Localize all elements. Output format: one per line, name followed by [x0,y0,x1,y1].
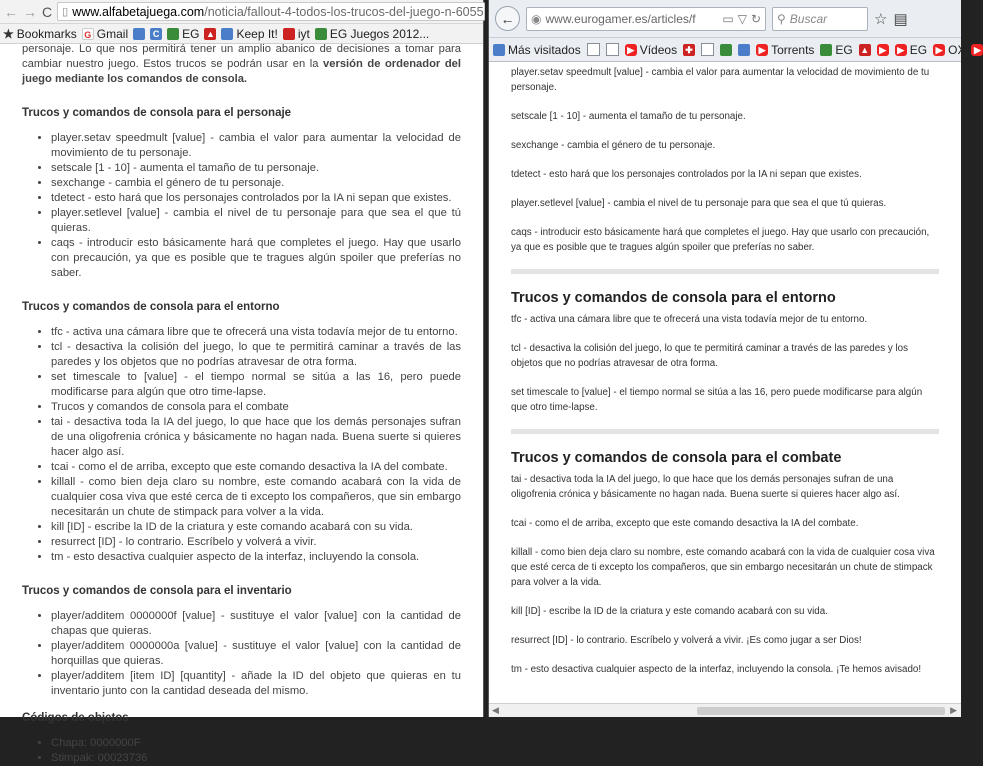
list-item: • tai - desactiva toda la IA del juego, lo que hace que los demás personajes sufran de una oligofrenia crónica y básicamente no hagan nada. Buena suerte si quieres hacer algo así. [51,415,461,460]
bookmark-item[interactable] [859,44,871,56]
bookmark-item[interactable] [150,28,162,40]
chart-icon: ▲ [860,44,870,55]
dropdown-icon[interactable]: ▽ [737,11,747,26]
folder-icon [738,44,750,56]
bookmark-item[interactable] [720,44,732,56]
globe-icon: ◉ [531,11,542,26]
back-button[interactable]: ← [495,6,520,31]
paragraph: tm - esto desactiva cualquier aspecto de la interfaz, incluyendo la consola. ¡Te hemos avisado! [511,664,922,675]
paragraph: caqs - introducir esto básicamente hará que completes el juego. Hay que usarlo con precaución, ya que es posible que te tragues algún spoiler que preferías no saber. [511,227,930,253]
firefox-window [488,0,981,717]
youtube-icon: ▶ [933,44,945,56]
url-host: www.alfabetajuega.com [72,4,205,19]
chrome-window [0,0,484,764]
firefox-toolbar [489,0,961,38]
paragraph: killall - como bien deja claro su nombre, este comando acabará con la vida de cualquier cosa viva que esté cerca de ti excepto los compañeros, que sin embargo necesitarán un chute de stimpack para volver a la vida. [511,547,935,588]
bookmark-item[interactable] [315,27,429,41]
reload-icon[interactable]: ↻ [750,11,761,26]
reading-list-icon[interactable]: ▤ [893,10,908,28]
bookmark-item[interactable] [701,43,714,56]
section-heading: Trucos y comandos de consola para el combate [511,450,842,466]
bullet-list [22,131,461,281]
forward-arrow-icon[interactable]: → [23,3,37,20]
paragraph: tcl - desactiva la colisión del juego, lo que te permitirá caminar a través de las paredes y los objetos que no podrías atravesar de otra forma. [511,343,908,369]
search-icon: ⚲ [777,11,786,26]
paragraph: player.setav speedmult [value] - cambia el valor para aumentar la velocidad de movimiento de tu personaje. [511,67,930,93]
square-icon [133,28,145,40]
url-text: www.eurogamer.es/articles/f [545,11,696,26]
bookmark-item[interactable] [493,43,581,57]
bullet-list [22,609,461,699]
url-path: /noticia/fallout-4-todos-los-trucos-del-juego-n-6055 [204,4,484,19]
drive-icon [820,44,832,56]
bookmark-item[interactable] [606,43,619,56]
scrollbar-thumb[interactable] [697,707,945,715]
bookmarks-toolbar [489,38,981,62]
paragraph: kill [ID] - escribe la ID de la criatura y este comando acabará con su vida. [511,606,828,617]
address-bar[interactable] [526,7,766,31]
bookmark-label: EG Juegos 2012... [329,26,430,41]
paragraph: setscale [1 - 10] - aumenta el tamaño de tu personaje. [511,111,746,122]
page-icon [221,28,233,40]
list-item: • tcl - desactiva la colisión del juego, lo que te permitirá caminar a través de las paredes y los objetos que no podrías atravesar de otra forma. [51,340,461,370]
section-heading: Códigos de objetos [22,712,129,724]
paragraph: player.setlevel [value] - cambia el nivel de tu personaje para que sea el que tú quieras. [511,198,887,209]
bookmark-item[interactable] [738,44,750,56]
list-item: • kill [ID] - escribe la ID de la criatura y este comando acabará con su vida. [51,520,461,535]
list-item: • player.setlevel [value] - cambia el nivel de tu personaje para que sea el que tú quieras. [51,206,461,236]
section-heading: Trucos y comandos de consola para el personaje [22,107,292,119]
search-box[interactable] [772,7,868,31]
list-item: • setscale [1 - 10] - aumenta el tamaño de tu personaje. [51,161,461,176]
youtube-icon: ▶ [971,44,983,56]
address-bar[interactable] [57,2,484,21]
page-icon: ▯ [62,6,69,18]
paragraph: tai - desactiva toda la IA del juego, lo que hace que los demás personajes sufran de una oligofrenia crónica y básicamente no hagan nada. Buena suerte si quieres hacer algo así. [511,474,900,500]
list-item: • tcai - como el de arriba, excepto que este comando desactiva la IA del combate. [51,460,461,475]
scroll-left-icon[interactable]: ◀ [492,705,499,715]
bookmark-item[interactable] [587,43,600,56]
bookmark-item[interactable] [133,28,145,40]
list-item: • tfc - activa una cámara libre que te ofrecerá una vista todavía mejor de tu entorno. [51,325,461,340]
chart-icon: ▲ [206,28,215,39]
horizontal-scrollbar[interactable] [489,703,961,717]
section-heading: Trucos y comandos de consola para el entorno [511,290,836,306]
paragraph: set timescale to [value] - el tiempo normal se sitúa a las 16, pero puede modificarse para algún que otro time-lapse. [511,387,923,413]
bookmark-item[interactable] [283,27,310,41]
blank-icon [587,43,600,56]
section-divider [511,429,939,434]
bookmark-item[interactable] [625,43,677,57]
paragraph: tfc - activa una cámara libre que te ofrecerá una vista todavía mejor de tu entorno. [511,314,868,325]
bookmark-item[interactable] [167,27,199,41]
list-item: • tdetect - esto hará que los personajes controlados por la IA ni sepan que existes. [51,191,461,206]
section-divider [511,269,939,274]
bookmark-label: Más visitados [508,42,581,57]
list-item: • caqs - introducir esto básicamente hará que completes el juego. Hay que usarlo con precaución, ya que es posible que te tragues algún spoiler que preferías no saber. [51,236,461,281]
bar-icon [283,28,295,40]
bookmark-item[interactable] [895,43,927,57]
list-item: • tm - esto desactiva cualquier aspecto de la interfaz, incluyendo la consola. [51,550,461,565]
list-item: • Trucos y comandos de consola para el combate [51,400,461,415]
bullet-list [22,736,461,766]
blank-icon [701,43,714,56]
section-heading: Trucos y comandos de consola para el inventario [22,585,292,597]
bookmark-label: EG [182,26,200,41]
bookmark-label: EG [835,42,853,57]
youtube-icon: ▶ [625,44,637,56]
drive-icon [315,28,327,40]
bookmark-label: iyt [297,26,310,41]
list-item: • player/additem 0000000f [value] - sustituye el valor [value] con la cantidad de chapas que quieras. [51,609,461,639]
intro-bold: versión de ordenador del juego mediante los comandos de consola. [22,58,461,85]
bookmark-label: Bookmarks [16,26,77,41]
bookmark-label: Vídeos [639,42,678,57]
article-intro [22,42,461,87]
scroll-right-icon[interactable]: ▶ [950,705,957,715]
bookmark-star-icon[interactable]: ☆ [874,10,888,28]
bookmark-label: Gmail [96,26,129,41]
list-item: • killall - como bien deja claro su nombre, este comando acabará con la vida de cualquier cosa viva que esté cerca de ti excepto los compañeros, que sin embargo necesitarán un chute de stimpack para volver a la vida. [51,475,461,520]
list-item: • set timescale to [value] - el tiempo normal se sitúa a las 16, pero puede modificarse para algún que otro time-lapse. [51,370,461,400]
bookmark-label: Torrents [771,42,815,57]
bookmark-item[interactable] [933,43,965,57]
paragraph: resurrect [ID] - lo contrario. Escríbelo y volverá a vivir. ¡Es como jugar a ser Dios! [511,635,862,646]
paragraph: tdetect - esto hará que los personajes controlados por la IA ni sepan que existes. [511,169,862,180]
bookmark-item[interactable] [204,28,216,40]
bullet-list [22,325,461,565]
article-content [0,42,483,766]
list-item: • player/additem [item ID] [quantity] - añade la ID del objeto que quieras en tu inventario junto con la cantidad deseada del mismo. [51,669,461,699]
bookmark-item[interactable] [221,27,277,41]
search-placeholder: Buscar [789,11,828,26]
drive-icon [167,28,179,40]
bookmark-label: OX [948,42,966,57]
paragraph: sexchange - cambia el género de tu personaje. [511,140,716,151]
youtube-icon: ▶ [895,44,907,56]
blank-icon [606,43,619,56]
list-item: • resurrect [ID] - lo contrario. Escríbelo y volverá a vivir. [51,535,461,550]
list-item: • Stimpak: 00023736 [51,751,461,766]
reader-icon[interactable]: ▭ [722,11,734,26]
bookmarks-bar [0,24,483,44]
star-icon: ★ [3,26,14,41]
c-icon: C [150,28,162,40]
bookmark-item[interactable] [756,43,814,57]
folder-icon [493,44,505,56]
intro-text: personaje. Lo que nos permitirá tener un amplio abanico de decisiones a tomar para cambiar nuestro juego. Estos trucos se podrán usar en la [22,43,461,70]
back-arrow-icon[interactable]: ← [4,3,18,20]
youtube-icon: ▶ [877,44,889,56]
list-item: • player.setav speedmult [value] - cambia el valor para aumentar la velocidad de movimiento de tu personaje. [51,131,461,161]
chrome-toolbar [0,0,483,24]
bookmark-item[interactable] [877,44,889,56]
list-item: • Chapa: 0000000F [51,736,461,751]
bookmark-label: EG [909,42,928,57]
youtube-icon: ▶ [756,44,768,56]
list-item: • sexchange - cambia el género de tu personaje. [51,176,461,191]
bookmark-item[interactable] [3,27,77,41]
bookmark-item[interactable] [820,43,852,57]
paragraph: tcai - como el de arriba, excepto que este comando desactiva la IA del combate. [511,518,859,529]
bookmark-item[interactable] [971,44,983,56]
drive-icon [720,44,732,56]
bookmark-item[interactable] [683,44,695,56]
article-content [489,62,961,692]
bookmark-label: Keep It! [236,26,278,41]
reload-icon[interactable]: C [42,3,53,20]
google-icon: G [82,28,94,40]
list-item: • player/additem 0000000a [value] - sustituye el valor [value] con la cantidad de horquillas que quieras. [51,639,461,669]
section-heading: Trucos y comandos de consola para el entorno [22,301,280,313]
bookmark-item[interactable] [82,27,128,41]
lifesaver-icon: ✚ [683,44,695,56]
